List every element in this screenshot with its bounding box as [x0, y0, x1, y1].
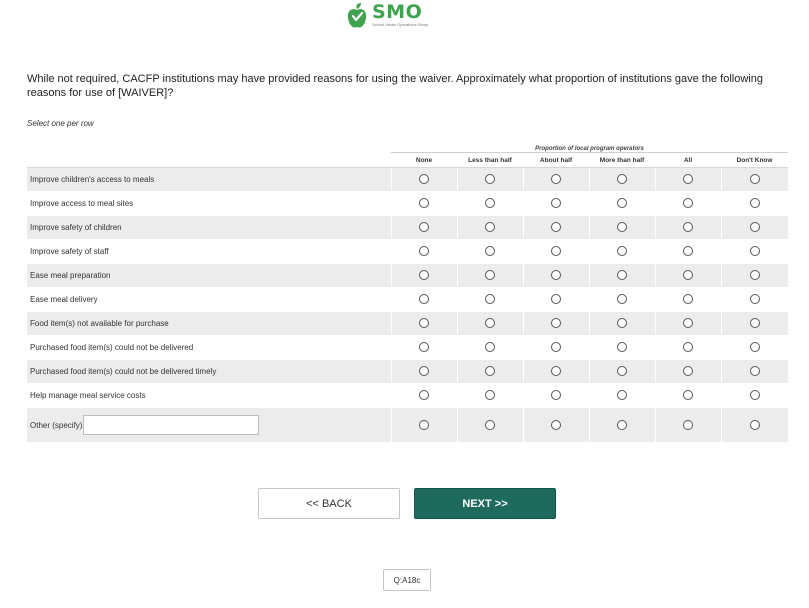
logo-subtitle: School Meals Operations Study — [372, 22, 429, 27]
radio-button[interactable] — [750, 294, 760, 304]
radio-button[interactable] — [683, 222, 693, 232]
column-header: More than half — [589, 153, 655, 168]
option-cell — [721, 192, 788, 216]
radio-button[interactable] — [683, 390, 693, 400]
option-cell — [589, 288, 655, 312]
radio-button[interactable] — [419, 270, 429, 280]
option-cell — [589, 264, 655, 288]
column-header: Less than half — [457, 153, 523, 168]
radio-button[interactable] — [419, 366, 429, 376]
option-cell — [391, 216, 457, 240]
option-cell — [721, 168, 788, 192]
radio-button[interactable] — [485, 246, 495, 256]
radio-button[interactable] — [419, 318, 429, 328]
radio-button[interactable] — [683, 420, 693, 430]
option-cell — [391, 192, 457, 216]
radio-button[interactable] — [750, 174, 760, 184]
column-header: About half — [523, 153, 589, 168]
radio-button[interactable] — [419, 342, 429, 352]
option-cell — [589, 312, 655, 336]
radio-button[interactable] — [683, 198, 693, 208]
option-cell — [391, 336, 457, 360]
option-cell — [457, 168, 523, 192]
option-cell — [391, 264, 457, 288]
option-cell — [391, 312, 457, 336]
radio-button[interactable] — [485, 294, 495, 304]
option-cell — [655, 264, 721, 288]
radio-button[interactable] — [485, 222, 495, 232]
option-cell — [523, 360, 589, 384]
radio-button[interactable] — [419, 198, 429, 208]
option-cell — [523, 216, 589, 240]
radio-button[interactable] — [551, 318, 561, 328]
option-cell — [391, 240, 457, 264]
radio-button[interactable] — [419, 294, 429, 304]
other-label-cell — [27, 408, 391, 443]
logo-wordmark: SMO — [372, 1, 423, 23]
radio-button[interactable] — [485, 270, 495, 280]
radio-button[interactable] — [683, 342, 693, 352]
apple-icon — [346, 2, 368, 30]
option-cell — [655, 216, 721, 240]
option-cell — [523, 336, 589, 360]
option-cell — [655, 408, 721, 443]
radio-button[interactable] — [419, 174, 429, 184]
option-cell — [655, 360, 721, 384]
grid-row — [27, 288, 788, 312]
radio-button[interactable] — [617, 390, 627, 400]
radio-button[interactable] — [551, 270, 561, 280]
option-cell — [391, 408, 457, 443]
radio-button[interactable] — [485, 420, 495, 430]
radio-button[interactable] — [551, 420, 561, 430]
radio-button[interactable] — [617, 198, 627, 208]
radio-button[interactable] — [617, 318, 627, 328]
option-cell — [655, 168, 721, 192]
option-cell — [523, 384, 589, 408]
option-cell — [721, 288, 788, 312]
option-cell — [457, 360, 523, 384]
smo-logo — [346, 2, 428, 30]
radio-button[interactable] — [551, 366, 561, 376]
option-cell — [391, 168, 457, 192]
grid-row — [27, 360, 788, 384]
radio-button[interactable] — [419, 246, 429, 256]
row-label: Food item(s) not available for purchase — [27, 312, 391, 336]
option-cell — [721, 216, 788, 240]
row-label: Improve children's access to meals — [27, 168, 391, 192]
option-cell — [457, 192, 523, 216]
radio-button[interactable] — [683, 294, 693, 304]
radio-button[interactable] — [617, 270, 627, 280]
row-label: Ease meal delivery — [27, 288, 391, 312]
radio-button[interactable] — [617, 420, 627, 430]
radio-button[interactable] — [551, 174, 561, 184]
back-button[interactable]: << BACK — [258, 488, 400, 519]
question-id-badge: Q:A18c — [383, 569, 431, 591]
option-cell — [721, 264, 788, 288]
instruction-text: Select one per row — [27, 119, 94, 128]
other-specify-label: Other (specify) — [30, 420, 83, 430]
radio-button[interactable] — [683, 246, 693, 256]
column-header: Don't Know — [721, 153, 788, 168]
option-cell — [457, 336, 523, 360]
radio-button[interactable] — [485, 318, 495, 328]
radio-button[interactable] — [617, 294, 627, 304]
row-label: Improve access to meal sites — [27, 192, 391, 216]
option-cell — [721, 312, 788, 336]
option-cell — [655, 192, 721, 216]
option-cell — [523, 240, 589, 264]
radio-button[interactable] — [551, 198, 561, 208]
radio-button[interactable] — [750, 246, 760, 256]
response-grid — [27, 141, 788, 443]
grid-corner — [27, 141, 391, 153]
option-cell — [655, 336, 721, 360]
radio-button[interactable] — [750, 318, 760, 328]
option-cell — [457, 264, 523, 288]
radio-button[interactable] — [551, 294, 561, 304]
option-cell — [589, 408, 655, 443]
radio-button[interactable] — [551, 222, 561, 232]
column-group-header: Proportion of local program operators — [391, 141, 788, 153]
option-cell — [589, 192, 655, 216]
option-cell — [589, 360, 655, 384]
option-cell — [457, 312, 523, 336]
option-cell — [655, 384, 721, 408]
grid-row — [27, 240, 788, 264]
grid-row — [27, 192, 788, 216]
radio-button[interactable] — [750, 342, 760, 352]
radio-button[interactable] — [617, 222, 627, 232]
row-label: Improve safety of children — [27, 216, 391, 240]
option-cell — [721, 240, 788, 264]
option-cell — [391, 360, 457, 384]
radio-button[interactable] — [750, 270, 760, 280]
radio-button[interactable] — [485, 174, 495, 184]
radio-button[interactable] — [551, 390, 561, 400]
radio-button[interactable] — [485, 198, 495, 208]
radio-button[interactable] — [750, 420, 760, 430]
option-cell — [655, 288, 721, 312]
option-cell — [523, 192, 589, 216]
grid-row — [27, 384, 788, 408]
option-cell — [391, 288, 457, 312]
radio-button[interactable] — [419, 420, 429, 430]
option-cell — [721, 360, 788, 384]
option-cell — [589, 384, 655, 408]
row-label: Ease meal preparation — [27, 264, 391, 288]
radio-button[interactable] — [750, 222, 760, 232]
other-specify-input[interactable] — [83, 415, 259, 435]
radio-button[interactable] — [551, 246, 561, 256]
grid-row — [27, 216, 788, 240]
option-cell — [721, 408, 788, 443]
radio-button[interactable] — [683, 174, 693, 184]
column-header: All — [655, 153, 721, 168]
radio-button[interactable] — [617, 174, 627, 184]
radio-button[interactable] — [485, 366, 495, 376]
option-cell — [589, 168, 655, 192]
radio-button[interactable] — [617, 246, 627, 256]
radio-button[interactable] — [683, 366, 693, 376]
option-cell — [589, 336, 655, 360]
next-button[interactable]: NEXT >> — [414, 488, 556, 519]
grid-row-other — [27, 408, 788, 443]
option-cell — [589, 216, 655, 240]
radio-button[interactable] — [750, 366, 760, 376]
column-header: None — [391, 153, 457, 168]
radio-button[interactable] — [683, 318, 693, 328]
option-cell — [457, 216, 523, 240]
radio-button[interactable] — [750, 198, 760, 208]
option-cell — [457, 384, 523, 408]
radio-button[interactable] — [750, 390, 760, 400]
row-label: Purchased food item(s) could not be delivered timely — [27, 360, 391, 384]
option-cell — [457, 408, 523, 443]
grid-row — [27, 264, 788, 288]
option-cell — [523, 408, 589, 443]
radio-button[interactable] — [419, 222, 429, 232]
option-cell — [523, 168, 589, 192]
grid-corner-label — [27, 153, 391, 168]
question-text: While not required, CACFP institutions may have provided reasons for using the waiver. Approximately what proportion of institutions gave the following reasons for use of [WAIVER]? — [27, 73, 763, 99]
option-cell — [721, 336, 788, 360]
radio-button[interactable] — [683, 270, 693, 280]
radio-button[interactable] — [485, 390, 495, 400]
option-cell — [589, 240, 655, 264]
row-label: Improve safety of staff — [27, 240, 391, 264]
grid-row — [27, 312, 788, 336]
option-cell — [457, 288, 523, 312]
radio-button[interactable] — [551, 342, 561, 352]
radio-button[interactable] — [485, 342, 495, 352]
radio-button[interactable] — [617, 366, 627, 376]
option-cell — [523, 288, 589, 312]
row-label: Purchased food item(s) could not be delivered — [27, 336, 391, 360]
radio-button[interactable] — [617, 342, 627, 352]
grid-row — [27, 336, 788, 360]
option-cell — [457, 240, 523, 264]
option-cell — [523, 264, 589, 288]
option-cell — [655, 240, 721, 264]
row-label: Help manage meal service costs — [27, 384, 391, 408]
header — [0, 0, 809, 36]
radio-button[interactable] — [419, 390, 429, 400]
grid-row — [27, 168, 788, 192]
option-cell — [721, 384, 788, 408]
option-cell — [523, 312, 589, 336]
option-cell — [391, 384, 457, 408]
option-cell — [655, 312, 721, 336]
